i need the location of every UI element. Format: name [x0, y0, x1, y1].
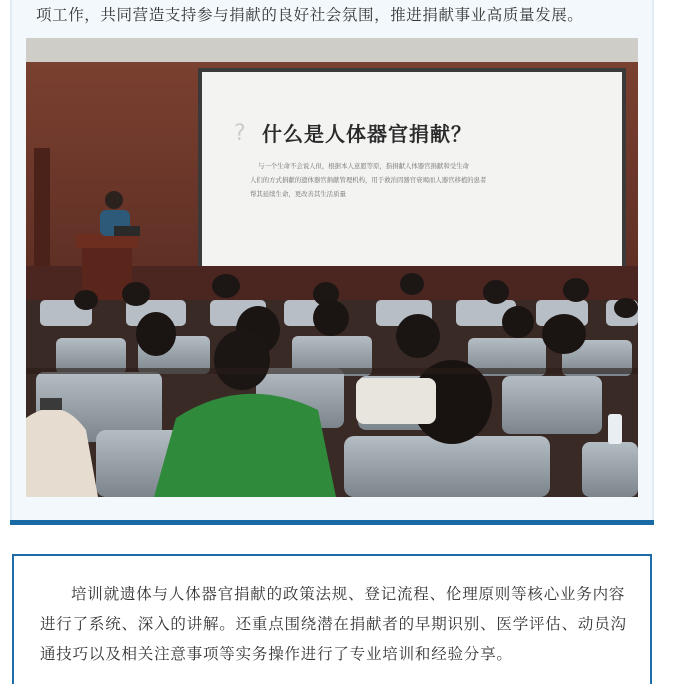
slide-title: 什么是人体器官捐献？ — [262, 122, 472, 146]
slide-line-2: 人们的方式捐献的遗体器官捐献管理机构，用于救治因器官衰竭而人器官移植的患者 — [250, 176, 487, 184]
frame-right-edge — [652, 0, 654, 522]
training-description-paragraph: 培训就遗体与人体器官捐献的政策法规、登记流程、伦理原则等核心业务内容进行了系统、深入的讲解。还重点围绕潜在捐献者的早期识别、医学评估、动员沟通技巧以及相关注意事项等实务操作进行了专业培训和经验分享。 — [40, 585, 627, 663]
svg-text:?: ? — [234, 121, 246, 146]
lecture-hall-photo — [26, 38, 638, 497]
slide-line-3: 帮其延续生命，更改善其生活质量 — [250, 190, 346, 198]
projection-screen — [198, 68, 626, 272]
slide-line-1: 与一个生命不会说人但，根据本人意愿等原，指捐献人体器官捐献和受生命 — [258, 162, 469, 170]
body-text-box — [12, 554, 652, 684]
frame-left-edge — [10, 0, 12, 522]
section-divider — [10, 520, 654, 525]
intro-paragraph-tail: 项工作，共同营造支持参与捐献的良好社会氛围，推进捐献事业高质量发展。 — [36, 6, 584, 24]
ceiling — [26, 38, 638, 62]
